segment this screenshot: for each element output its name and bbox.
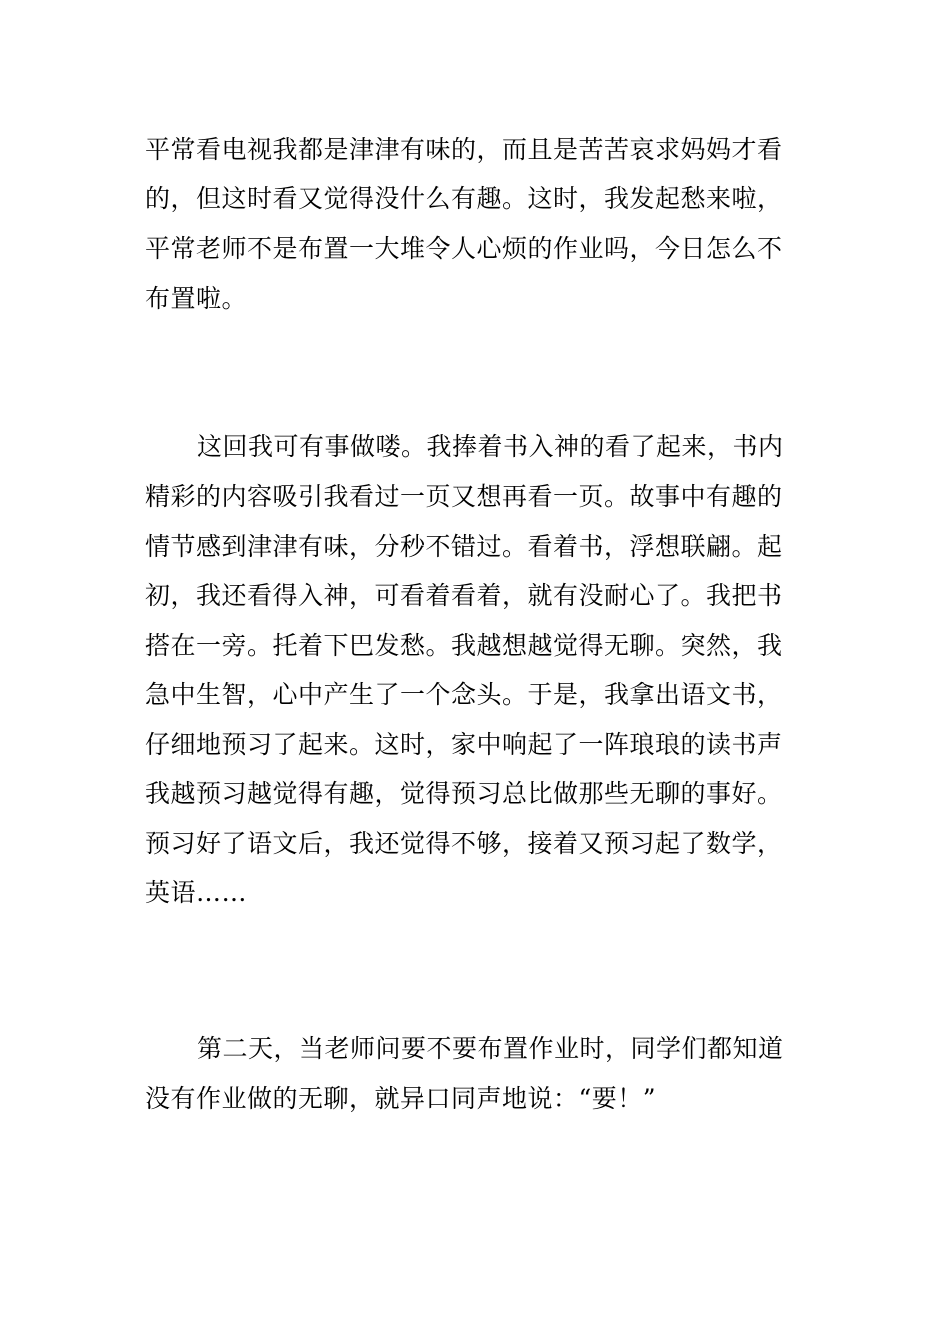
text-line: 布置啦。 [145,284,248,313]
text-line: 情节感到津津有味，分秒不错过。看着书，浮想联翩。起 [145,532,783,561]
text-line: 急中生智，心中产生了一个念头。于是，我拿出语文书， [145,680,783,709]
text-line: 这回我可有事做喽。我捧着书入神的看了起来，书内 [197,432,784,461]
text-line: 平常老师不是布置一大堆令人心烦的作业吗，今日怎么不 [145,234,783,263]
text-line: 我越预习越觉得有趣，觉得预习总比做那些无聊的事好。 [145,779,783,808]
text-line: 搭在一旁。托着下巴发愁。我越想越觉得无聊。突然，我 [145,631,783,660]
text-line: 初，我还看得入神，可看着看着，就有没耐心了。我把书 [145,581,783,610]
text-line: 英语…… [145,878,248,907]
text-line: 没有作业做的无聊，就异口同声地说：“要！” [145,1084,657,1113]
text-line: 精彩的内容吸引我看过一页又想再看一页。故事中有趣的 [145,482,783,511]
text-line: 平常看电视我都是津津有味的，而且是苦苦哀求妈妈才看 [145,135,783,164]
text-line: 的，但这时看又觉得没什么有趣。这时，我发起愁来啦， [145,184,783,213]
text-line: 第二天，当老师问要不要布置作业时，同学们都知道 [197,1034,784,1063]
text-line: 仔细地预习了起来。这时，家中响起了一阵琅琅的读书声 [145,730,783,759]
text-line: 预习好了语文后，我还觉得不够，接着又预习起了数学， [145,829,783,858]
